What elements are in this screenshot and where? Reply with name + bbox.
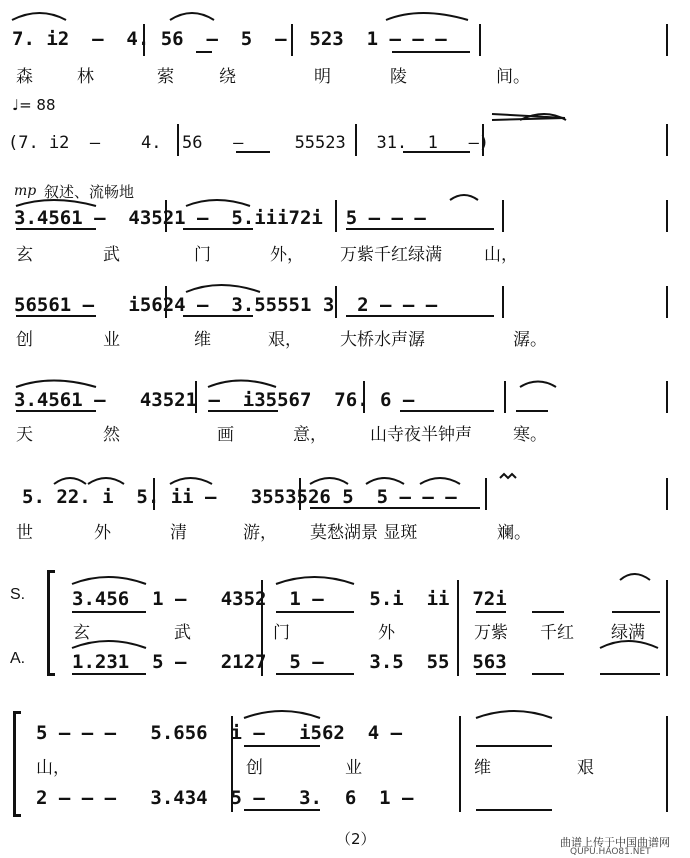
- lyric-voice-2-0: 山，: [36, 758, 70, 778]
- notes-alto-1: 1.231 5 — 2127 5 — 3.5 55 563: [72, 651, 507, 673]
- notes-line-4: 56561 — i5624 — 3.55551 3 2 — — —: [14, 294, 438, 316]
- notes-soprano-1: 3.456 1 — 4352 1 — 5.i ii 72i: [72, 588, 507, 610]
- lyric-line-3-0: 玄: [16, 245, 33, 265]
- lyric-line-4-3: 艰，: [268, 330, 302, 350]
- lyric-line-3-3: 外，: [270, 245, 304, 265]
- lyric-voice-1-0: 玄: [73, 623, 90, 643]
- lyric-line-4-0: 创: [16, 330, 33, 350]
- lyric-voice-1-2: 门: [273, 623, 290, 643]
- lyric-voice-1-6: 绿满: [611, 623, 645, 643]
- lyric-line-6-2: 清: [170, 523, 187, 543]
- lyric-line-1-5: 陵: [390, 67, 407, 87]
- lyric-line-5-1: 然: [103, 425, 120, 445]
- expression-marking: 叙述、流畅地: [44, 183, 135, 201]
- watermark-site-name: 曲谱上传于中国曲谱网: [560, 836, 670, 849]
- lyric-line-3-2: 门: [194, 245, 211, 265]
- lyric-line-3-5: 山，: [484, 245, 518, 265]
- lyric-line-3-4: 万紫千红绿满: [340, 245, 442, 265]
- tempo-marking: ♩= 88: [12, 96, 56, 114]
- lyric-line-6-4: 莫愁湖景 显斑: [310, 523, 418, 543]
- page-number: （2）: [336, 830, 376, 848]
- notes-line-2: (7. i2 — 4. 56 — 55523 31. 1 —): [8, 133, 490, 153]
- lyric-voice-2-4: 艰: [577, 758, 594, 778]
- lyric-line-4-4: 大桥水声潺: [340, 330, 425, 350]
- lyric-voice-1-4: 万紫: [474, 623, 508, 643]
- lyric-line-6-5: 斓。: [497, 523, 531, 543]
- lyric-line-4-5: 潺。: [513, 330, 547, 350]
- lyric-voice-1-3: 外: [378, 623, 395, 643]
- notes-alto-2: 2 — — — 3.434 5 — 3. 6 1 —: [36, 787, 414, 809]
- lyric-line-6-3: 游，: [243, 523, 277, 543]
- notes-line-5: 3.4561 — 43521 — i35567 76. 6 —: [14, 389, 415, 411]
- watermark-site-url: QUPU.HAO81.NET: [570, 847, 651, 857]
- alto-label: A.: [10, 650, 26, 667]
- lyric-line-5-2: 画: [217, 425, 234, 445]
- lyric-line-1-2: 萦: [157, 67, 174, 87]
- lyric-voice-2-1: 创: [246, 758, 263, 778]
- lyric-line-4-1: 业: [103, 330, 120, 350]
- lyric-line-5-5: 寒。: [513, 425, 547, 445]
- lyric-voice-2-3: 维: [474, 758, 491, 778]
- lyric-line-6-0: 世: [16, 523, 33, 543]
- system-bracket-1: [47, 572, 50, 674]
- lyric-voice-1-5: 千红: [540, 623, 574, 643]
- lyric-line-3-1: 武: [103, 245, 120, 265]
- lyric-line-5-3: 意，: [293, 425, 327, 445]
- lyric-line-5-0: 天: [16, 425, 33, 445]
- notes-soprano-2: 5 — — — 5.656 i — i562 4 —: [36, 722, 403, 744]
- lyric-line-4-2: 维: [194, 330, 211, 350]
- dynamic-marking: mp: [14, 183, 37, 199]
- lyric-line-1-1: 林: [77, 67, 94, 87]
- system-bracket-2: [13, 713, 16, 815]
- lyric-line-5-4: 山寺夜半钟声: [370, 425, 472, 445]
- lyric-line-1-0: 森: [16, 67, 33, 87]
- notes-line-6: 5. 22. i 5. ii — 3553526 5 5 — — —: [22, 486, 457, 508]
- soprano-label: S.: [10, 586, 26, 603]
- notes-line-1: 7. i2 — 4. 56 — 5 — 523 1 — — —: [12, 28, 447, 50]
- lyric-voice-1-1: 武: [174, 623, 191, 643]
- lyric-voice-2-2: 业: [345, 758, 362, 778]
- notes-line-3: 3.4561 — 43521 — 5.iii72i 5 — — —: [14, 207, 426, 229]
- lyric-line-6-1: 外: [94, 523, 111, 543]
- lyric-line-1-6: 间。: [496, 67, 530, 87]
- lyric-line-1-4: 明: [314, 67, 331, 87]
- lyric-line-1-3: 绕: [219, 67, 236, 87]
